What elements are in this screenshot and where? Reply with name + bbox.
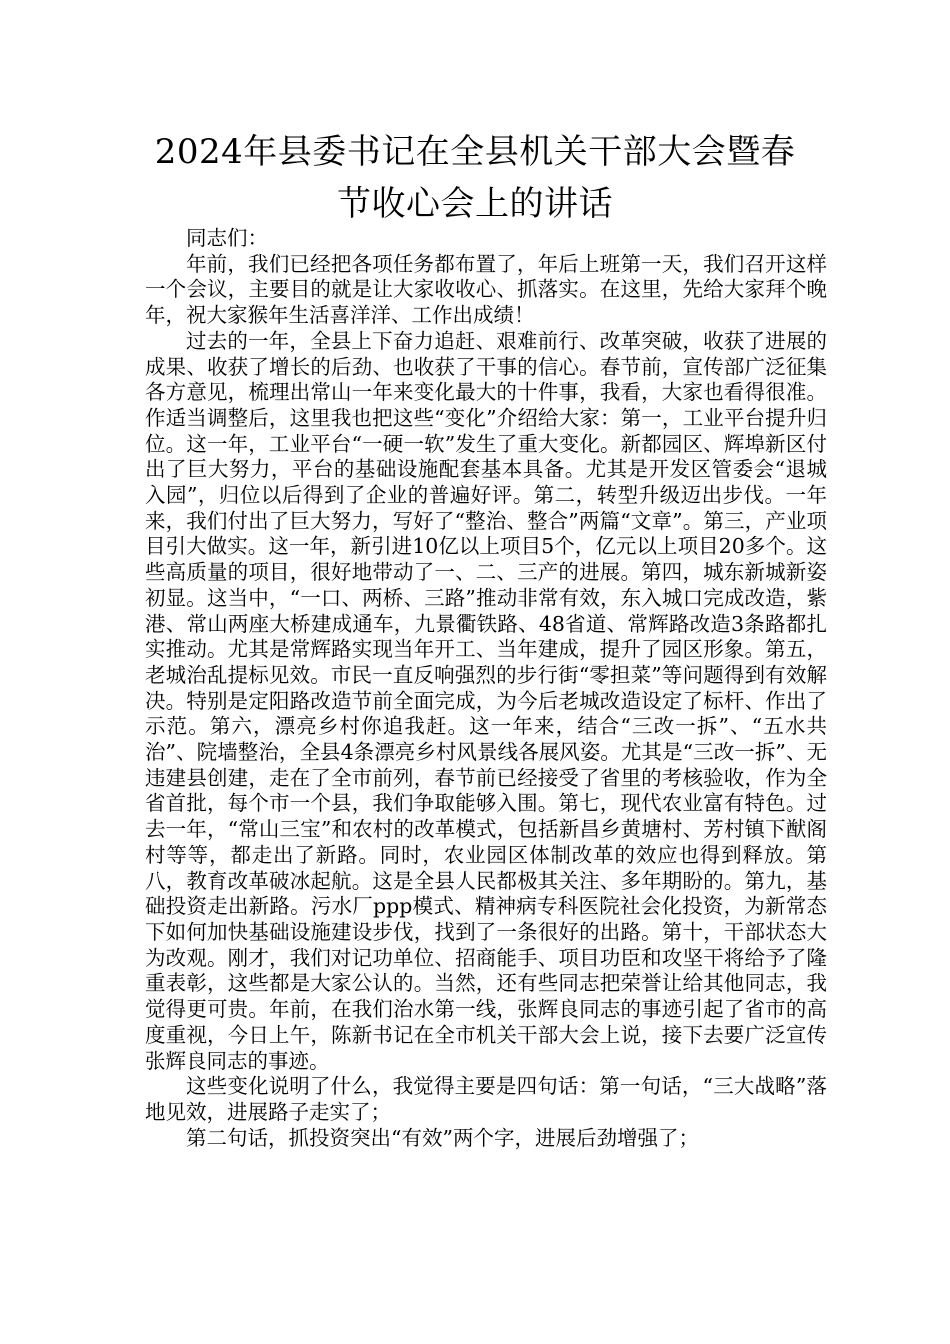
title-line-1: 2024年县委书记在全县机关干部大会暨春 xyxy=(154,132,796,172)
paragraph-4: 第二句话，抓投资突出“有效”两个字，进展后劲增强了； xyxy=(186,1125,699,1150)
paragraph-2: 过去的一年，全县上下奋力追赶、艰难前行、改革突破，收获了进展的成果、收获了增长的后劲、也收获了干事的信心。春节前，宣传部广泛征集各方意见，梳理出常山一年来变化最大的十件事，我看，大家也看得很准。作适当调整后，这里我也把这些“变化”介绍给大家：第一，工业平台提升归位。这一年，工业平台“一硬一软”发生了重大变化。新都园区、辉埠新区付出了巨大努力，平台的基础设施配套基本具备。尤其是开发区管委会“退城入园”，归位以后得到了企业的普遍好评。第二，转型升级迈出步伐。一年来，我们付出了巨大努力，写好了“整治、整合”两篇“文章”。第三，产业项目引大做实。这一年，新引进10亿以上项目5个，亿元以上项目20多个。这些高质量的项目，很好地带动了一、二、三产的进展。第四，城东新城新姿初显。这当中，“一口、两桥、三路”推动非常有效，东入城口完成改造，紫港、常山两座大桥建成通车，九景衢铁路、48省道、常辉路改造3条路都扎实推动。尤其是常辉路实现当年开工、当年建成，提升了园区形象。第五，老城治乱提标见效。市民一直反响强烈的步行街“零担菜”等问题得到有效解决。特别是定阳路改造节前全面完成，为今后老城改造设定了标杆、作出了示范。第六，漂亮乡村你追我赶。这一年来，结合“三改一拆”、“五水共治”、院墙整治，全县4条漂亮乡村风景线各展风姿。尤其是“三改一拆”、无违建县创建，走在了全市前列，春节前已经接受了省里的考核验收，作为全省首批，每个市一个县，我们争取能够入围。第七，现代农业富有特色。过去一年，“常山三宝”和农村的改革模式，包括新昌乡黄塘村、芳村镇下猷阁村等等，都走出了新路。同时，农业园区体制改革的效应也得到释放。第八，教育改革破冰起航。这是全县人民都极其关注、多年期盼的。第九，基础投资走出新路。污水厂ppp模式、精神病专科医院社会化投资，为新常态下如何加快基础设施建设步伐，找到了一条很好的出路。第十，干部状态大为改观。刚才，我们对记功单位、招商能手、项目功臣和攻坚干将给予了隆重表彰，这些都是大家公认的。当然，还有些同志把荣誉让给其他同志，我觉得更可贵。年前，在我们治水第一线，张辉良同志的事迹引起了省市的高度重视，今日上午，陈新书记在全市机关干部大会上说，接下去要广泛宣传张辉良同志的事迹。 xyxy=(145,328,827,1073)
paragraph-1: 年前，我们已经把各项任务都布置了，年后上班第一天，我们召开这样一个会议，主要目的就是让大家收收心、抓落实。在这里，先给大家拜个晚年，祝大家猴年生活喜洋洋、工作出成绩！ xyxy=(145,251,827,328)
salutation: 同志们： xyxy=(186,226,268,250)
title-line-2: 节收心会上的讲话 xyxy=(337,184,613,224)
document-body xyxy=(145,226,827,1151)
paragraph-3: 这些变化说明了什么，我觉得主要是四句话：第一句话，“三大战略”落地见效，进展路子走实了； xyxy=(145,1074,827,1124)
document-title xyxy=(120,126,830,230)
